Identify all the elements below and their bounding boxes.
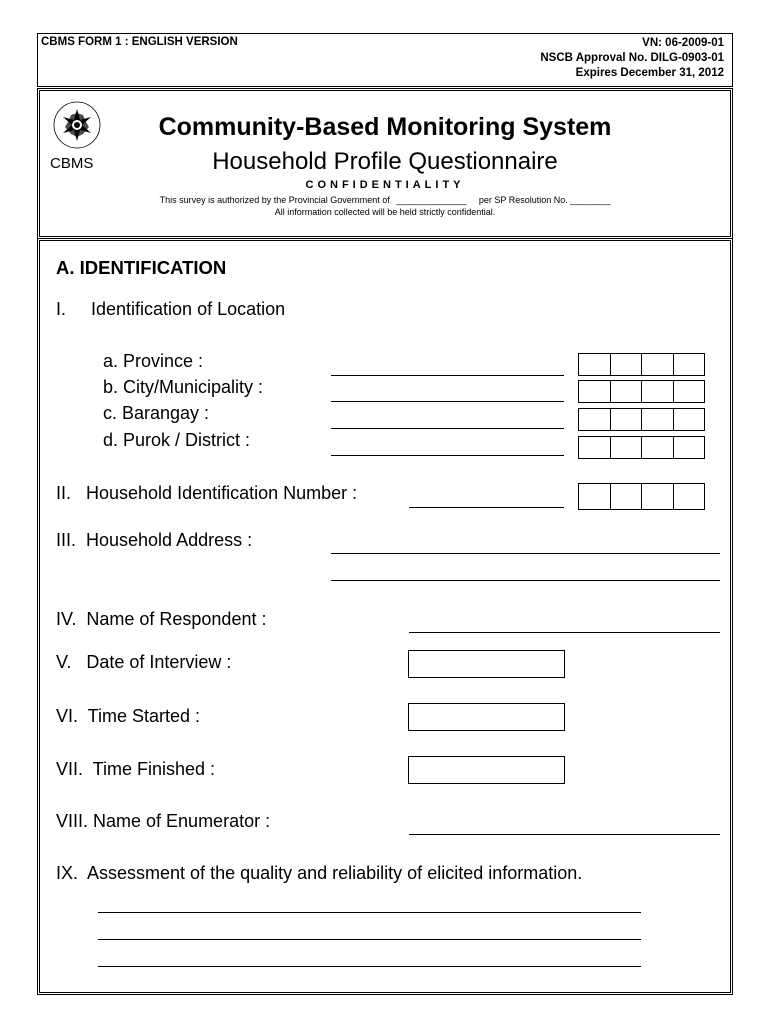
household-id-code-boxes[interactable] — [578, 483, 705, 510]
province-input-line[interactable] — [331, 375, 564, 376]
auth-blank-resolution: ________ — [570, 195, 611, 205]
expiry-date: Expires December 31, 2012 — [575, 67, 724, 79]
page-title: Community-Based Monitoring System — [158, 113, 612, 141]
page-subtitle: Household Profile Questionnaire — [212, 148, 558, 175]
auth-mid: per SP Resolution No. — [478, 195, 568, 205]
address-input-line-1[interactable] — [331, 553, 720, 554]
confidentiality-heading: CONFIDENTIALITY — [305, 179, 465, 191]
city-code-boxes[interactable] — [578, 380, 705, 403]
version-number: VN: 06-2009-01 — [642, 37, 724, 49]
assessment-input-line-1[interactable] — [98, 912, 641, 913]
respondent-input-line[interactable] — [409, 632, 720, 633]
auth-blank-province: ______________ — [396, 195, 467, 205]
auth-prefix: This survey is authorized by the Provincial Government of — [159, 195, 390, 205]
purok-input-line[interactable] — [331, 455, 564, 456]
date-of-interview-field[interactable] — [408, 650, 565, 678]
authorization-line — [40, 195, 730, 205]
item-i-label: I. Identification of Location — [56, 299, 286, 319]
item-vi-label: VI. Time Started : — [56, 706, 201, 726]
time-finished-field[interactable] — [408, 756, 565, 784]
address-input-line-2[interactable] — [331, 580, 720, 581]
confidential-statement: All information collected will be held strictly confidential. — [274, 207, 496, 217]
barangay-label: c. Barangay : — [103, 403, 210, 423]
header-box — [37, 33, 733, 87]
item-ix-label: IX. Assessment of the quality and reliability of elicited information. — [56, 863, 583, 883]
purok-code-boxes[interactable] — [578, 436, 705, 459]
household-id-input-line[interactable] — [409, 507, 564, 508]
purok-label: d. Purok / District : — [103, 430, 251, 450]
approval-number: NSCB Approval No. DILG-0903-01 — [540, 52, 724, 64]
logo-label: CBMS — [50, 155, 94, 172]
time-started-field[interactable] — [408, 703, 565, 731]
header-version-block — [540, 36, 724, 81]
item-iii-label: III. Household Address : — [56, 530, 253, 550]
city-label: b. City/Municipality : — [103, 377, 264, 397]
assessment-input-line-3[interactable] — [98, 966, 641, 967]
form-label: CBMS FORM 1 : ENGLISH VERSION — [41, 36, 238, 48]
province-code-boxes[interactable] — [578, 353, 705, 376]
item-ii-label: II. Household Identification Number : — [56, 483, 358, 503]
item-iv-label: IV. Name of Respondent : — [56, 609, 267, 629]
barangay-code-boxes[interactable] — [578, 408, 705, 431]
enumerator-input-line[interactable] — [409, 834, 720, 835]
city-input-line[interactable] — [331, 401, 564, 402]
section-heading: A. IDENTIFICATION — [56, 257, 227, 278]
item-viii-label: VIII. Name of Enumerator : — [56, 811, 271, 831]
barangay-input-line[interactable] — [331, 428, 564, 429]
item-vii-label: VII. Time Finished : — [56, 759, 216, 779]
province-label: a. Province : — [103, 351, 204, 371]
item-v-label: V. Date of Interview : — [56, 652, 232, 672]
assessment-input-line-2[interactable] — [98, 939, 641, 940]
title-box — [37, 88, 733, 239]
